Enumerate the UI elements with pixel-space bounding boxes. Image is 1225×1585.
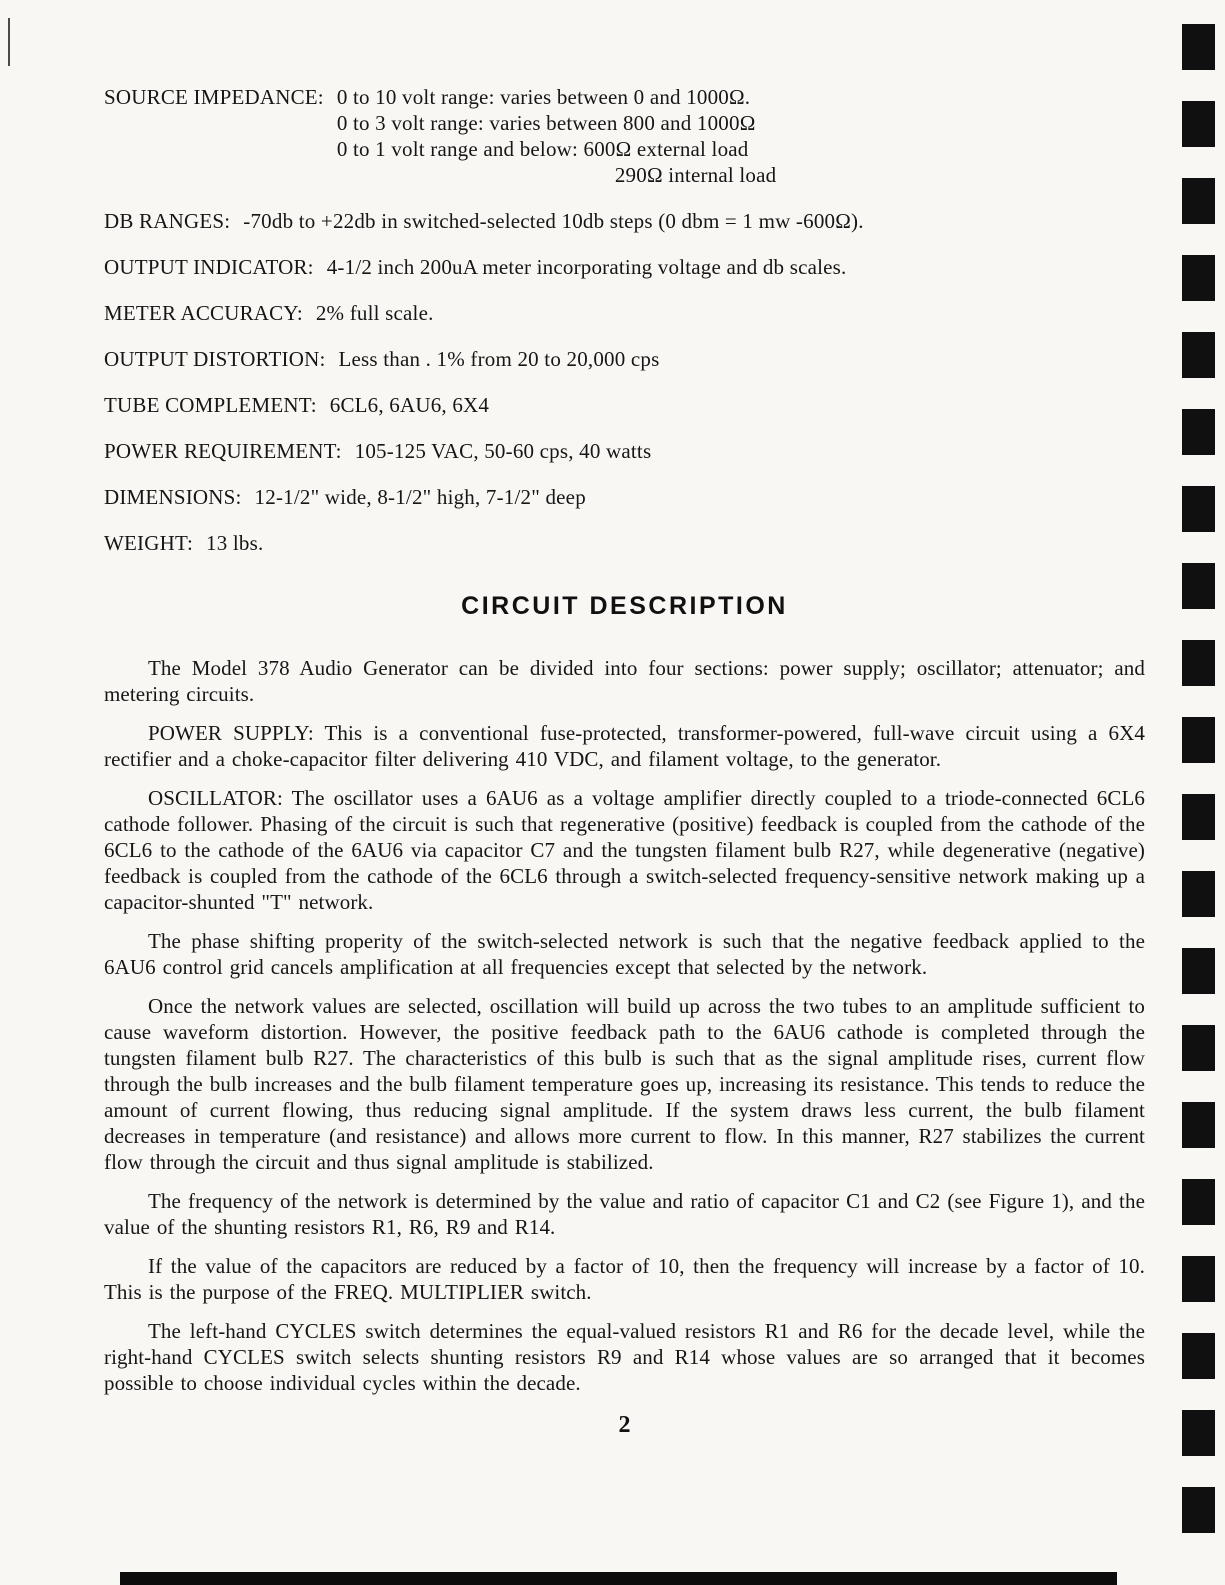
spec-label: OUTPUT DISTORTION: [104,347,326,371]
spec-label: OUTPUT INDICATOR: [104,255,314,279]
spec-line: 0 to 1 volt range and below: 600Ω external load [336,137,749,161]
paragraph-bulb-stabilization: Once the network values are selected, oscillation will build up across the two tubes to an amplitude sufficient to cause waveform distortion. However, the positive feedback path to the 6AU6 cathode is completed through the tungsten filament bulb R27. The characteristics of this bulb is such that as the signal amplitude rises, current flow through the bulb increases and the bulb filament temperature goes up, increasing its resistance. This tends to reduce the amount of current flowing, thus reducing signal amplitude. If the system draws less current, the bulb filament decreases in temperature (and resistance) and allows more current to flow. In this manner, R27 stabilizes the current flow through the circuit and thus signal amplitude is stabilized. [104,994,1145,1174]
spec-label: DIMENSIONS: [104,485,242,509]
binding-marks [1182,24,1215,1537]
spec-power-requirement [104,438,1145,464]
spec-value: 105-125 VAC, 50-60 cps, 40 watts [354,439,652,463]
spec-output-distortion [104,346,1145,372]
paragraph-phase-shifting: The phase shifting properity of the switch-selected network is such that the negative feedback applied to the 6AU6 control grid cancels amplification at all frequencies except that selected by the network. [104,929,1145,979]
spec-dimensions [104,484,1145,510]
spec-value: 12-1/2" wide, 8-1/2" high, 7-1/2" deep [254,485,586,509]
spec-weight [104,530,1145,556]
scan-artifact-bottom-bar [120,1572,1117,1585]
spec-tube-complement [104,392,1145,418]
spec-label: POWER REQUIREMENT: [104,439,342,463]
spec-value: 13 lbs. [206,531,264,555]
spec-output-indicator [104,254,1145,280]
spec-label: TUBE COMPLEMENT: [104,393,317,417]
page-number: 2 [618,1412,631,1438]
spec-line: 0 to 3 volt range: varies between 800 and 1000Ω [336,111,756,135]
spec-values [337,84,1145,188]
spec-value: Less than . 1% from 20 to 20,000 cps [338,347,660,371]
spec-source-impedance [104,84,1145,188]
paragraph-power-supply: POWER SUPPLY: This is a conventional fuse-protected, transformer-powered, full-wave circuit using a 6X4 rectifier and a choke-capacitor filter delivering 410 VDC, and filament voltage, to the generator. [104,721,1145,771]
spec-value: -70db to +22db in switched-selected 10db steps (0 dbm = 1 mw -600Ω). [243,209,864,233]
spec-meter-accuracy [104,300,1145,326]
paragraph-frequency-network: The frequency of the network is determined by the value and ratio of capacitor C1 and C2 (see Figure 1), and the value of the shunting resistors R1, R6, R9 and R14. [104,1189,1145,1239]
spec-value: 4-1/2 inch 200uA meter incorporating voltage and db scales. [326,255,847,279]
paragraph-intro: The Model 378 Audio Generator can be divided into four sections: power supply; oscillator; attenuator; and metering circuits. [104,656,1145,706]
specifications-list [104,84,1145,556]
spec-line: 290Ω internal load [614,163,777,187]
section-heading: CIRCUIT DESCRIPTION [461,592,788,620]
scan-artifact-left-mark [8,18,10,66]
spec-line: 0 to 10 volt range: varies between 0 and 1000Ω. [336,85,751,109]
spec-db-ranges [104,208,1145,234]
spec-value: 2% full scale. [315,301,434,325]
spec-label: METER ACCURACY: [104,301,303,325]
spec-value: 6CL6, 6AU6, 6X4 [329,393,490,417]
spec-label: WEIGHT: [104,531,193,555]
paragraph-cycles-switches: The left-hand CYCLES switch determines the equal-valued resistors R1 and R6 for the decade level, while the right-hand CYCLES switch selects shunting resistors R9 and R14 whose values are so arranged that it becomes possible to choose individual cycles within the decade. [104,1319,1145,1395]
paragraph-freq-multiplier: If the value of the capacitors are reduced by a factor of 10, then the frequency will increase by a factor of 10. This is the purpose of the FREQ. MULTIPLIER switch. [104,1254,1145,1304]
paragraph-oscillator: OSCILLATOR: The oscillator uses a 6AU6 as a voltage amplifier directly coupled to a triode-connected 6CL6 cathode follower. Phasing of the circuit is such that regenerative (positive) feedback is coupled from the cathode of the 6CL6 to the cathode of the 6AU6 via capacitor C7 and the tungsten filament bulb R27, while degenerative (negative) feedback is coupled from the cathode of the 6CL6 through a switch-selected frequency-sensitive network making up a capacitor-shunted "T" network. [104,786,1145,914]
spec-label: SOURCE IMPEDANCE: [104,85,324,109]
spec-label: DB RANGES: [104,209,231,233]
